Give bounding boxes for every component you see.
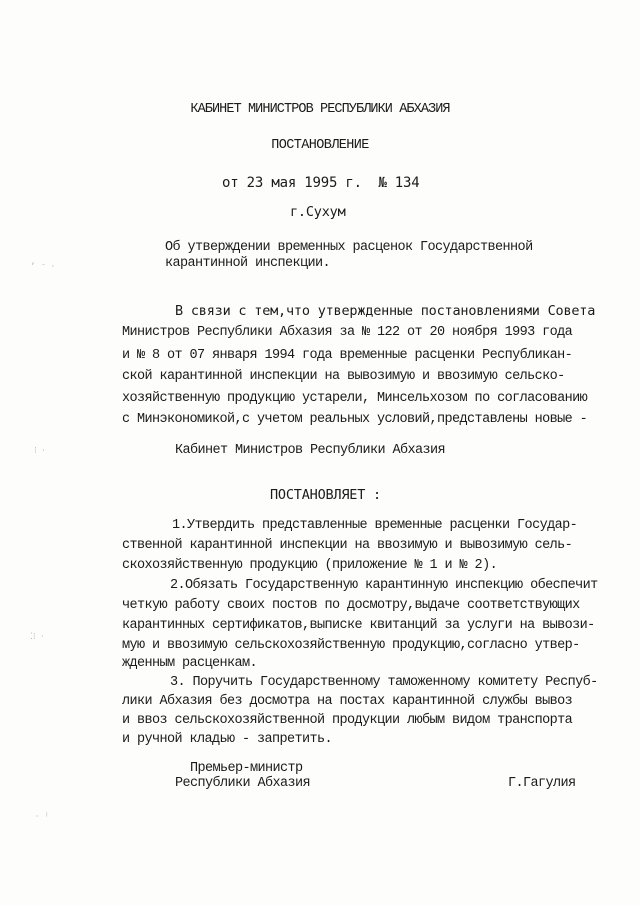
date-number-line: от 23 мая 1995 г. № 134 — [222, 175, 420, 191]
subject-line: Об утверждении временных расценок Государственной — [165, 240, 533, 255]
signatory-name: Г.Гагулия — [508, 776, 576, 791]
item-1-line: скохозяйственную продукцию (приложение № 1 и № 2). — [122, 558, 498, 573]
item-1-line: ственной карантинной инспекции на ввозимую и вывозимую сель- — [122, 538, 573, 553]
signatory-title: Республики Абхазия — [175, 776, 311, 791]
signatory-title: Премьер-министр — [190, 761, 303, 776]
preamble-line: и № 8 от 07 января 1994 года временные расценки Республикан- — [122, 348, 573, 363]
scan-speck: ⁝ ⸱ — [34, 446, 45, 456]
preamble-line: с Минэкономикой,с учетом реальных условий,представлены новые - — [122, 412, 588, 427]
scan-speck: ⁚⁝ ⸱ — [30, 632, 44, 642]
item-1-line: 1.Утвердить представленные временные расценки Государ- — [172, 518, 578, 533]
scan-speck: ⸱ ⁾ — [36, 812, 50, 822]
preamble-line: Министров Республики Абхазия за № 122 от 20 ноября 1993 года — [122, 325, 573, 340]
item-2-line: жденным расценкам. — [122, 656, 258, 671]
preamble-line: ской карантинной инспекции на вывозимую и ввозимую сельско- — [122, 369, 565, 384]
item-3-line: и ввоз сельскохозяйственной продукции любым видом транспорта — [122, 713, 573, 728]
preamble-line: В связи с тем,что утвержденные постановлениями Совета — [175, 303, 596, 319]
item-2-line: 2.Обязать Государственную карантинную инспекцию обеспечит — [170, 578, 598, 593]
item-3-line: и ручной кладью - запретить. — [122, 732, 333, 747]
subject-line: карантинной инспекции. — [165, 256, 331, 271]
cabinet-title: КАБИНЕТ МИНИСТРОВ РЕСПУБЛИКИ АБХАЗИЯ — [190, 102, 450, 117]
item-3-line: лики Абхазия без досмотра на постах карантинной службы вывоз — [122, 694, 573, 709]
city: г.Сухум — [290, 204, 346, 220]
issuer: Кабинет Министров Республики Абхазия — [175, 443, 446, 458]
item-2-line: карантинных сертификатов,выписке квитанций за услуги на вывози- — [122, 618, 595, 633]
scan-speck: ʼ ⁻ ⸱ — [30, 262, 55, 272]
item-2-line: четкую работу своих постов по досмотру,выдаче соответствующих — [122, 598, 580, 613]
preamble-line: хозяйственную продукцию устарели, Минсельхозом по согласованию — [122, 391, 588, 406]
item-3-line: 3. Поручить Государственному таможенному комитету Респуб- — [170, 675, 598, 690]
resolves-heading: ПОСТАНОВЛЯЕТ : — [270, 487, 381, 503]
item-2-line: мую и ввозимую сельскохозяйственную продукцию,согласно утвер- — [122, 638, 580, 653]
document-type: ПОСТАНОВЛЕНИЕ — [271, 138, 369, 153]
